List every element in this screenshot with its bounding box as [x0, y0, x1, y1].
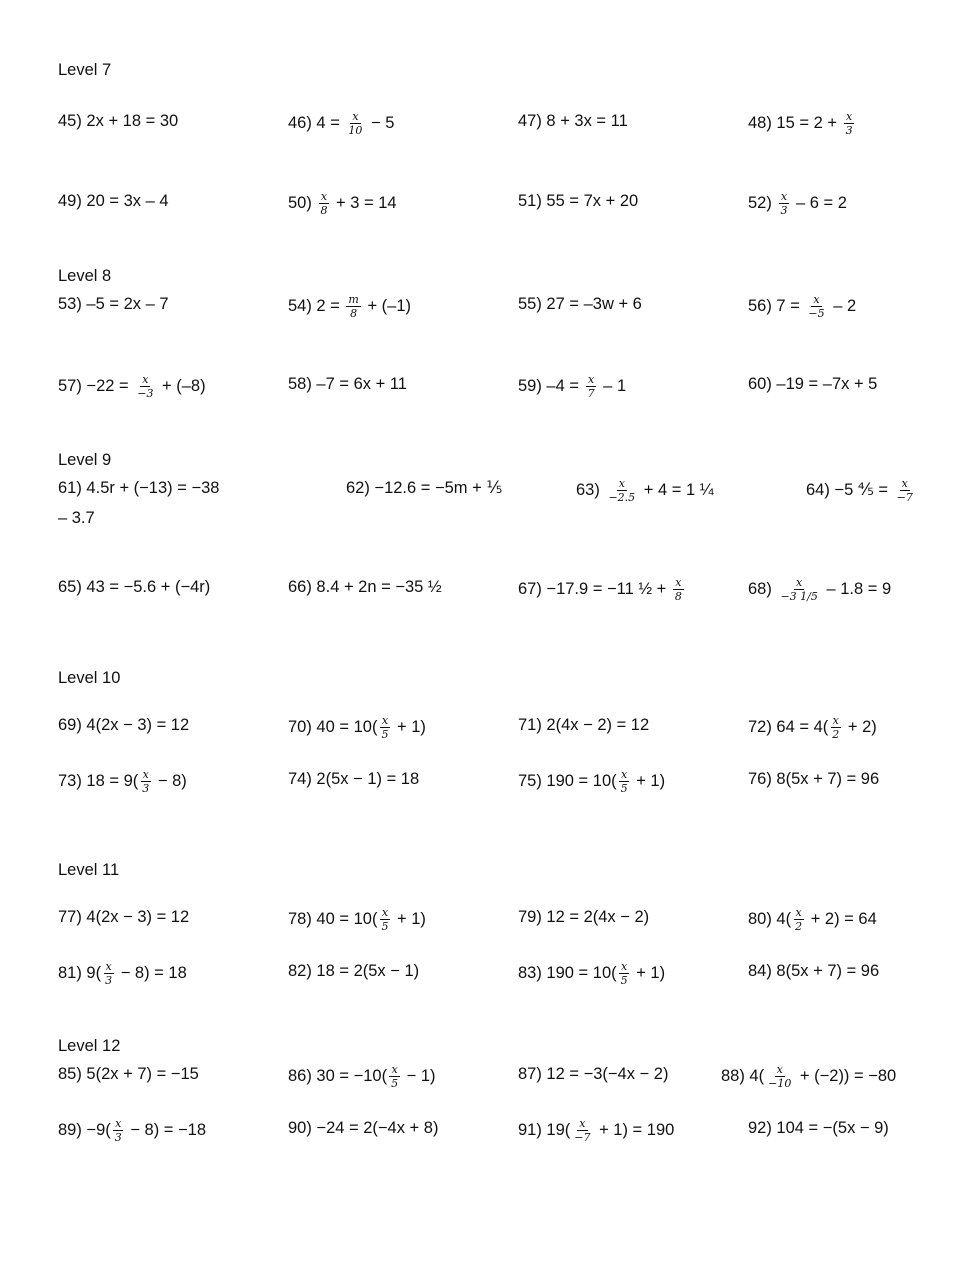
problem-53: 53) –5 = 2x – 7 [58, 295, 169, 313]
level-10-heading: Level 10 [58, 669, 121, 687]
fraction: $\frac{x}{3}$ [105, 960, 113, 987]
problem-66: 66) 8.4 + 2n = −35 ½ [288, 578, 442, 596]
problem-74: 74) 2(5x − 1) = 18 [288, 770, 420, 788]
fraction: $\frac{x}{10}$ [348, 110, 363, 137]
problem-49: 49) 20 = 3x – 4 [58, 192, 169, 210]
fraction: $\frac{x}{-3 1/5}$ [780, 576, 818, 603]
fraction: $\frac{x}{3}$ [845, 110, 853, 137]
problem-70: 70) 40 = 10( $\frac{x}{5}$ + 1) [288, 714, 426, 741]
problem-85: 85) 5(2x + 7) = −15 [58, 1065, 199, 1083]
problem-59: 59) –4 = $\frac{x}{7}$ – 1 [518, 373, 627, 400]
problem-48: 48) 15 = 2 + $\frac{x}{3}$ [748, 110, 853, 137]
level-12-heading: Level 12 [58, 1037, 121, 1055]
problem-60: 60) –19 = –7x + 5 [748, 375, 878, 393]
level-11-heading: Level 11 [58, 861, 120, 879]
problem-72: 72) 64 = 4( $\frac{x}{2}$ + 2) [748, 714, 877, 741]
fraction: $\frac{x}{8}$ [674, 576, 682, 603]
problem-71: 71) 2(4x − 2) = 12 [518, 716, 650, 734]
problem-50: 50) $\frac{x}{8}$ + 3 = 14 [288, 190, 397, 217]
problem-73: 73) 18 = 9( $\frac{x}{3}$ − 8) [58, 768, 187, 795]
problem-52: 52) $\frac{x}{3}$ – 6 = 2 [748, 190, 847, 217]
fraction: $\frac{m}{8}$ [348, 293, 359, 320]
problem-55: 55) 27 = –3w + 6 [518, 295, 642, 313]
level-8-heading: Level 8 [58, 267, 112, 285]
problem-63: 63) $\frac{x}{-2.5}$ + 4 = 1 ¼ [576, 477, 714, 504]
problem-80: 80) 4( $\frac{x}{2}$ + 2) = 64 [748, 906, 877, 933]
problem-61-continued: – 3.7 [58, 509, 95, 527]
problem-58: 58) –7 = 6x + 11 [288, 375, 407, 393]
level-7-heading: Level 7 [58, 61, 112, 79]
problem-75: 75) 190 = 10( $\frac{x}{5}$ + 1) [518, 768, 666, 795]
problem-67: 67) −17.9 = −11 ½ + $\frac{x}{8}$ [518, 576, 682, 603]
fraction: $\frac{x}{5}$ [620, 960, 628, 987]
problem-82: 82) 18 = 2(5x − 1) [288, 962, 420, 980]
problem-64: 64) −5 ⅘ = $\frac{x}{-7}$ [806, 477, 913, 504]
problem-81: 81) 9( $\frac{x}{3}$ − 8) = 18 [58, 960, 187, 987]
fraction: $\frac{x}{-7}$ [896, 477, 913, 504]
fraction: $\frac{x}{5}$ [381, 906, 389, 933]
problem-90: 90) −24 = 2(−4x + 8) [288, 1119, 439, 1137]
fraction: $\frac{x}{2}$ [795, 906, 803, 933]
problem-69: 69) 4(2x − 3) = 12 [58, 716, 190, 734]
fraction: $\frac{x}{-10}$ [768, 1063, 792, 1090]
problem-54: 54) 2 = $\frac{m}{8}$ + (–1) [288, 293, 412, 320]
problem-65: 65) 43 = −5.6 + (−4r) [58, 578, 211, 596]
problem-56: 56) 7 = $\frac{x}{-5}$ – 2 [748, 293, 857, 320]
level-9-heading: Level 9 [58, 451, 112, 469]
fraction: $\frac{x}{8}$ [320, 190, 328, 217]
fraction: $\frac{x}{3}$ [780, 190, 788, 217]
problem-77: 77) 4(2x − 3) = 12 [58, 908, 190, 926]
problem-91: 91) 19( $\frac{x}{-7}$ + 1) = 190 [518, 1117, 675, 1144]
problem-86: 86) 30 = −10( $\frac{x}{5}$ − 1) [288, 1063, 436, 1090]
problem-68: 68) $\frac{x}{-3 1/5}$ – 1.8 = 9 [748, 576, 892, 603]
problem-57: 57) −22 = $\frac{x}{-3}$ + (–8) [58, 373, 206, 400]
fraction: $\frac{x}{2}$ [832, 714, 840, 741]
fraction: $\frac{x}{-3}$ [137, 373, 154, 400]
problem-46: 46) 4 = $\frac{x}{10}$ − 5 [288, 110, 395, 137]
fraction: $\frac{x}{3}$ [114, 1117, 122, 1144]
fraction: $\frac{x}{-7}$ [574, 1117, 591, 1144]
problem-83: 83) 190 = 10( $\frac{x}{5}$ + 1) [518, 960, 666, 987]
problem-79: 79) 12 = 2(4x − 2) [518, 908, 650, 926]
fraction: $\frac{x}{5}$ [381, 714, 389, 741]
fraction: $\frac{x}{3}$ [142, 768, 150, 795]
problem-84: 84) 8(5x + 7) = 96 [748, 962, 880, 980]
problem-45: 45) 2x + 18 = 30 [58, 112, 179, 130]
problem-88: 88) 4( $\frac{x}{-10}$ + (−2)) = −80 [721, 1063, 897, 1090]
problem-78: 78) 40 = 10( $\frac{x}{5}$ + 1) [288, 906, 426, 933]
problem-61: 61) 4.5r + (−13) = −38 [58, 479, 220, 497]
fraction: $\frac{x}{-2.5}$ [608, 477, 636, 504]
problem-89: 89) −9( $\frac{x}{3}$ − 8) = −18 [58, 1117, 207, 1144]
problem-62: 62) −12.6 = −5m + ⅕ [346, 479, 503, 497]
problem-92: 92) 104 = −(5x − 9) [748, 1119, 889, 1137]
problem-76: 76) 8(5x + 7) = 96 [748, 770, 880, 788]
fraction: $\frac{x}{5}$ [391, 1063, 399, 1090]
problem-47: 47) 8 + 3x = 11 [518, 112, 628, 130]
problem-51: 51) 55 = 7x + 20 [518, 192, 639, 210]
fraction: $\frac{x}{-5}$ [808, 293, 825, 320]
problem-87: 87) 12 = −3(−4x − 2) [518, 1065, 669, 1083]
fraction: $\frac{x}{5}$ [620, 768, 628, 795]
fraction: $\frac{x}{7}$ [587, 373, 595, 400]
